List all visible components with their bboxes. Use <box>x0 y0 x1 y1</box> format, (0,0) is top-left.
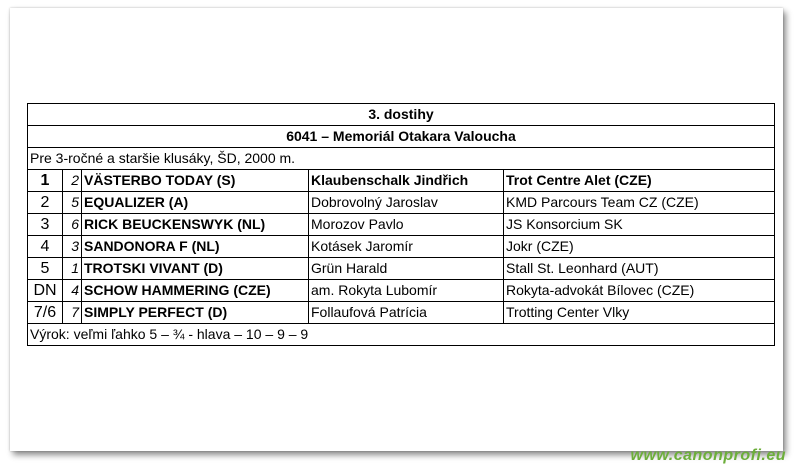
result-number: 3 <box>63 236 82 258</box>
race-verdict: Výrok: veľmi ľahko 5 – ¾ - hlava – 10 – 9 – 9 <box>28 324 775 346</box>
result-place: 3 <box>28 214 63 236</box>
result-horse: SANDONORA F (NL) <box>82 236 309 258</box>
table-row <box>28 170 775 192</box>
result-driver: Follaufová Patrícia <box>309 302 504 324</box>
result-horse: RICK BEUCKENSWYK (NL) <box>82 214 309 236</box>
race-title-row <box>28 104 775 126</box>
race-conditions-row <box>28 148 775 170</box>
result-place: 1 <box>28 170 63 192</box>
result-number: 5 <box>63 192 82 214</box>
result-driver: Dobrovolný Jaroslav <box>309 192 504 214</box>
result-place: DN <box>28 280 63 302</box>
verdict-row <box>28 324 775 346</box>
result-owner: Rokyta-advokát Bílovec (CZE) <box>504 280 775 302</box>
result-place: 5 <box>28 258 63 280</box>
result-number: 2 <box>63 170 82 192</box>
table-row <box>28 280 775 302</box>
result-owner: Stall St. Leonhard (AUT) <box>504 258 775 280</box>
result-horse: TROTSKI VIVANT (D) <box>82 258 309 280</box>
race-name-row <box>28 126 775 148</box>
result-driver: Kotásek Jaromír <box>309 236 504 258</box>
result-horse: VÄSTERBO TODAY (S) <box>82 170 309 192</box>
result-horse: SIMPLY PERFECT (D) <box>82 302 309 324</box>
table-row <box>28 236 775 258</box>
document-page <box>10 8 783 451</box>
race-name: 6041 – Memoriál Otakara Valoucha <box>28 126 775 148</box>
table-row <box>28 258 775 280</box>
result-owner: JS Konsorcium SK <box>504 214 775 236</box>
result-driver: Morozov Pavlo <box>309 214 504 236</box>
result-owner: Trot Centre Alet (CZE) <box>504 170 775 192</box>
result-number: 1 <box>63 258 82 280</box>
result-driver: Klaubenschalk Jindřich <box>309 170 504 192</box>
race-title: 3. dostihy <box>28 104 775 126</box>
result-driver: Grün Harald <box>309 258 504 280</box>
result-owner: Jokr (CZE) <box>504 236 775 258</box>
result-place: 2 <box>28 192 63 214</box>
result-owner: KMD Parcours Team CZ (CZE) <box>504 192 775 214</box>
result-number: 4 <box>63 280 82 302</box>
result-place: 4 <box>28 236 63 258</box>
table-row <box>28 192 775 214</box>
result-number: 6 <box>63 214 82 236</box>
watermark-text: www.canonprofi.eu <box>630 447 786 464</box>
table-row <box>28 214 775 236</box>
table-row <box>28 302 775 324</box>
result-horse: SCHOW HAMMERING (CZE) <box>82 280 309 302</box>
result-place: 7/6 <box>28 302 63 324</box>
result-number: 7 <box>63 302 82 324</box>
result-driver: am. Rokyta Lubomír <box>309 280 504 302</box>
race-results-table <box>27 103 775 346</box>
result-owner: Trotting Center Vlky <box>504 302 775 324</box>
race-conditions: Pre 3-ročné a staršie klusáky, ŠD, 2000 m. <box>28 148 775 170</box>
result-horse: EQUALIZER (A) <box>82 192 309 214</box>
